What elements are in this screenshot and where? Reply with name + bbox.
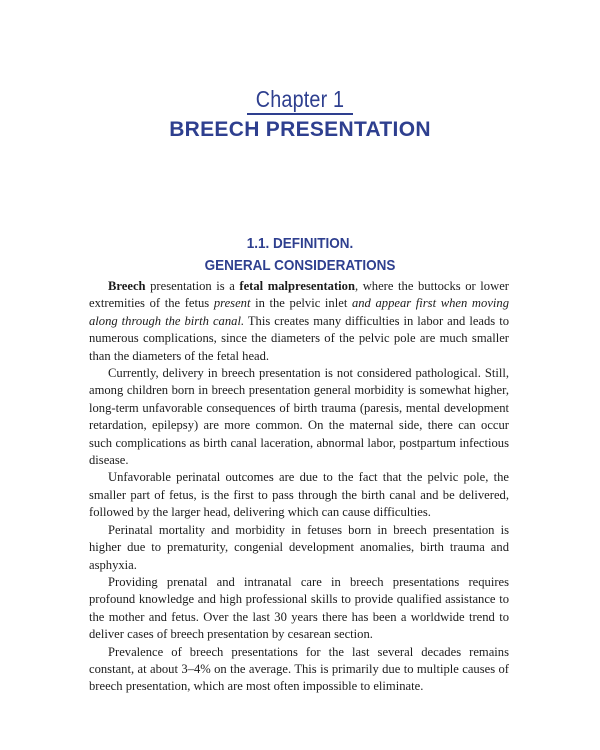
p1-italic-appear-first: and appear first when moving along through the birth canal. [89, 296, 510, 328]
term-fetal-malpresentation: fetal malpresentation [239, 279, 355, 293]
chapter-underline [247, 113, 353, 115]
paragraph-3: Unfavorable perinatal outcomes are due to the fact that the pelvic pole, the smaller part of fetus, is the first to pass through the birth canal and be delivered, followed by the larger head, delivering which can cause difficulties. [89, 470, 509, 520]
section-heading-line-2: GENERAL CONSIDERATIONS [204, 257, 396, 274]
chapter-label: Chapter 1 [255, 86, 345, 112]
p1-text-2: , where the buttocks or lower extremities of the fetus [89, 279, 509, 311]
paragraph-1 [89, 278, 509, 365]
paragraph-2: Currently, delivery in breech presentation is not considered pathological. Still, among children born in breech presentation general morbidity is somewhat higher, long-term unfavorable consequences of birth trauma (paresis, mental development retardation, epilepsy) are more common. On the maternal side, there can occur such complications as birth canal laceration, abnormal labor, postpartum infectious disease. [89, 366, 509, 468]
section-heading-line-1: 1.1. DEFINITION. [246, 235, 354, 252]
p1-text-1: presentation is a [145, 279, 240, 293]
paragraph-5: Providing prenatal and intranatal care in breech presentations requires profound knowledge and high professional skills to provide qualified assistance to the mother and fetus. Over the last 30 years there has been a worldwide trend to deliver cases of breech presentation by cesarean section. [89, 574, 509, 642]
p1-text-3: in the pelvic inlet [250, 296, 352, 311]
paragraph-6: Prevalence of breech presentations for the last several decades remains constant, at about 3–4% on the average. This is primarily due to multiple causes of breech presentation, which are most often impossible to eliminate. [89, 644, 509, 694]
chapter-title: BREECH PRESENTATION [169, 118, 431, 141]
paragraph-4: Perinatal mortality and morbidity in fetuses born in breech presentation is higher due to prematurity, congenial development anomalies, birth trauma and asphyxia. [89, 522, 509, 572]
term-breech: Breech [108, 279, 146, 293]
body-text [89, 278, 509, 696]
p1-text-4: This creates many difficulties in labor and leads to numerous complications, since the diameters of the pelvic pole are much smaller than the diameters of the fetal head. [89, 313, 509, 363]
p1-italic-present: present [213, 296, 251, 311]
section-heading [0, 233, 600, 277]
